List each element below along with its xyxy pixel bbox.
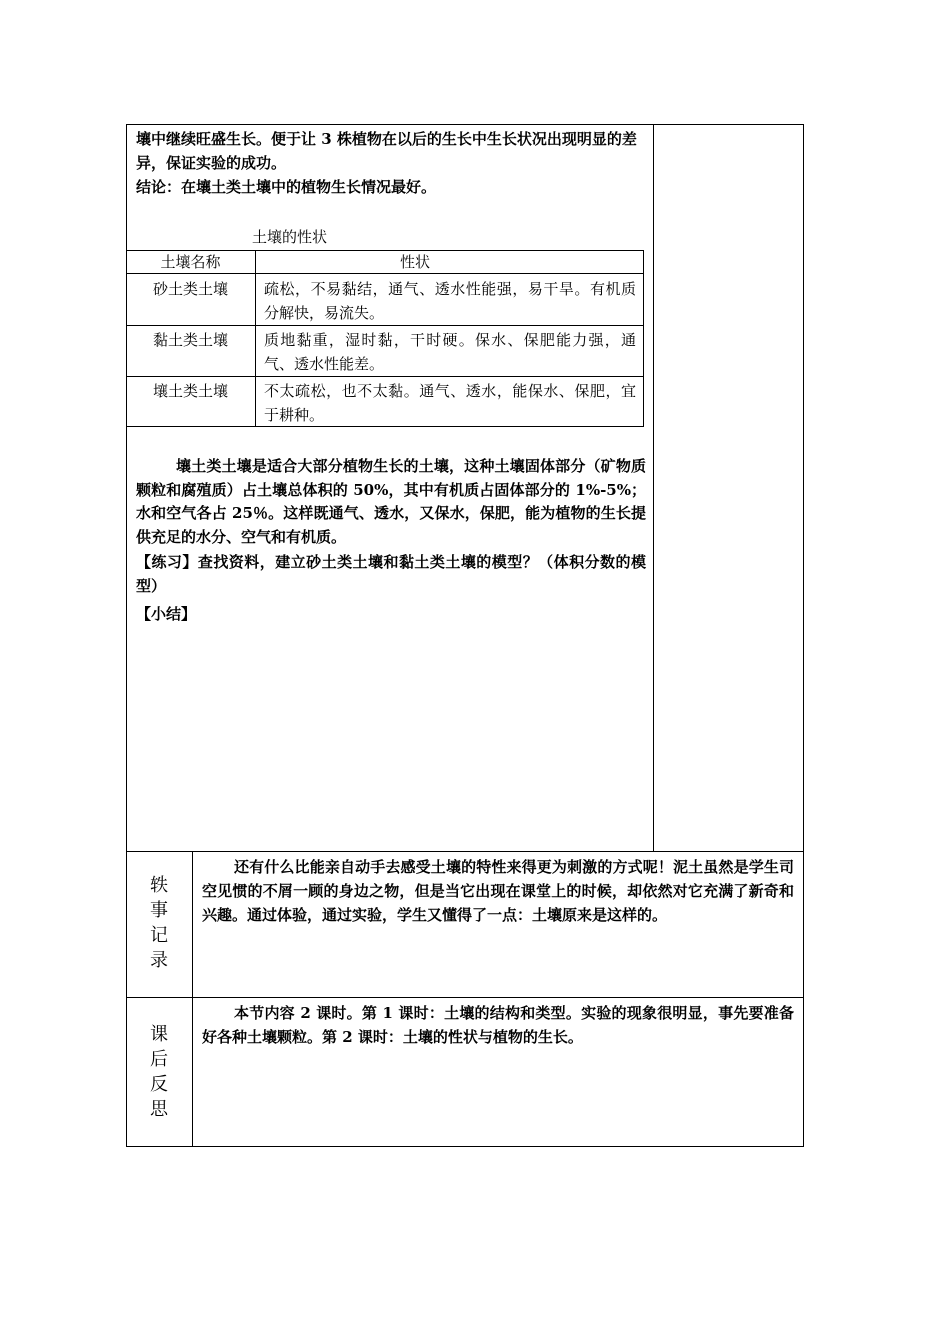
table-cell-desc: 不太疏松，也不太黏。通气、透水，能保水、保肥，宜于耕种。: [264, 382, 636, 424]
table-header-name: 土壤名称: [160, 253, 221, 271]
reflection-label-char: 反: [150, 1074, 168, 1095]
conclusion-text: 结论：在壤土类土壤中的植物生长情况最好。: [136, 178, 437, 196]
anecdote-label-char: 记: [150, 925, 168, 946]
label-column-divider: [192, 851, 193, 1147]
reflection-label-char: 后: [150, 1049, 168, 1070]
table-row-divider: [126, 325, 643, 326]
reflection-label-char: 课: [150, 1024, 168, 1045]
anecdote-label-char: 轶: [150, 875, 168, 896]
table-cell-name: 黏土类土壤: [152, 331, 228, 349]
table-cell-name: 砂土类土壤: [152, 280, 228, 298]
anecdote-label-char: 录: [150, 950, 168, 971]
table-column-divider: [255, 251, 256, 427]
section-divider-1: [126, 851, 804, 852]
right-column-divider: [653, 124, 654, 852]
table-caption: 土壤的性状: [252, 228, 328, 246]
table-header-property: 性状: [399, 253, 430, 271]
summary-heading: 【小结】: [136, 605, 197, 623]
table-cell-desc: 质地黏重，湿时黏，干时硬。保水、保肥能力强，通气、透水性能差。: [264, 331, 636, 373]
table-row-divider: [126, 376, 643, 377]
table-cell-desc: 疏松，不易黏结，通气、透水性能强，易干旱。有机质分解快，易流失。: [264, 280, 636, 322]
reflection-label-char: 思: [150, 1099, 168, 1120]
table-cell-name: 壤土类土壤: [152, 382, 228, 400]
loam-description: 壤土类土壤是适合大部分植物生长的土壤，这种土壤固体部分（矿物质颗粒和腐殖质）占土壤总体积的 50%，其中有机质占固体部分的 1%-5%；水和空气各占 25％。这样既通气、透水，又保水，保肥，能为植物的生长提供充足的水分、空气和有机质。: [136, 457, 646, 546]
reflection-text: 本节内容 2 课时。第 1 课时：土壤的结构和类型。实验的现象很明显，事先要准备好各种土壤颗粒。第 2 课时：土壤的性状与植物的生长。: [202, 1004, 794, 1046]
anecdote-text: 还有什么比能亲自动手去感受土壤的特性来得更为刺激的方式呢！泥土虽然是学生司空见惯的不屑一顾的身边之物，但是当它出现在课堂上的时候，却依然对它充满了新奇和兴趣。通过体验，通过实验，学生又懂得了一点：土壤原来是这样的。: [202, 858, 794, 924]
exercise-text: 【练习】查找资料，建立砂土类土壤和黏土类土壤的模型？（体积分数的模型）: [136, 553, 646, 595]
soil-properties-table: [126, 250, 644, 427]
section-divider-2: [126, 997, 804, 998]
anecdote-label-char: 事: [150, 900, 168, 921]
paragraph-continuation: 壤中继续旺盛生长。便于让 3 株植物在以后的生长中生长状况出现明显的差异，保证实验的成功。: [136, 130, 637, 172]
